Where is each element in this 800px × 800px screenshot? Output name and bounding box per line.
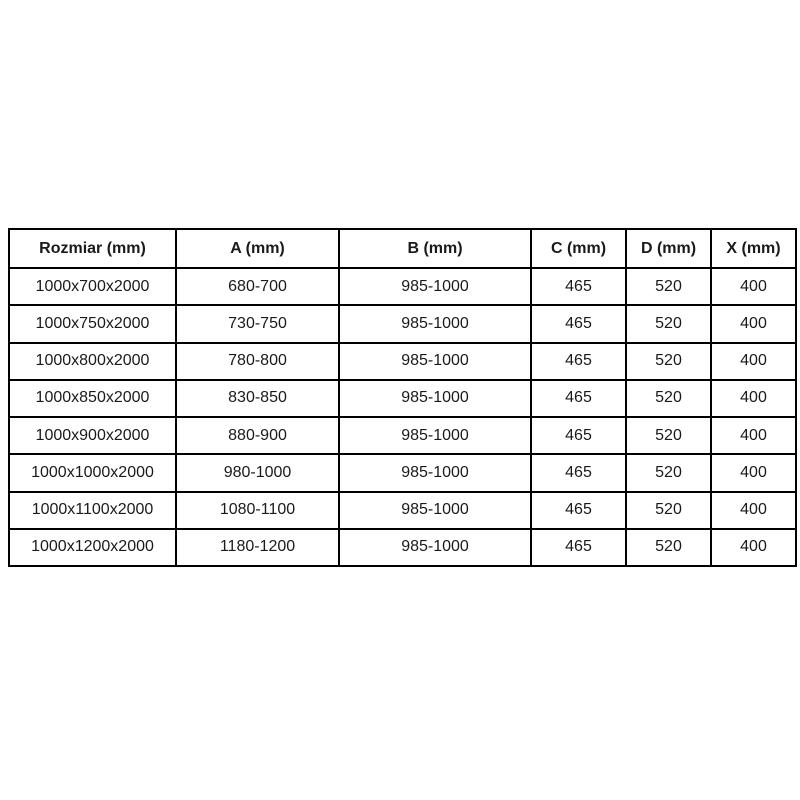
table-cell: 520 bbox=[626, 305, 711, 342]
table-cell: 400 bbox=[711, 305, 796, 342]
table-cell: 400 bbox=[711, 417, 796, 454]
table-cell: 520 bbox=[626, 417, 711, 454]
column-header-rozmiar: Rozmiar (mm) bbox=[9, 229, 176, 268]
table-cell: 985-1000 bbox=[339, 343, 531, 380]
table-cell: 520 bbox=[626, 529, 711, 566]
table-cell: 400 bbox=[711, 268, 796, 305]
column-header-d: D (mm) bbox=[626, 229, 711, 268]
table-cell: 520 bbox=[626, 380, 711, 417]
table-cell: 985-1000 bbox=[339, 305, 531, 342]
table-cell: 780-800 bbox=[176, 343, 339, 380]
table-cell: 730-750 bbox=[176, 305, 339, 342]
table-cell: 465 bbox=[531, 268, 626, 305]
table-row bbox=[9, 492, 796, 529]
table-cell: 985-1000 bbox=[339, 492, 531, 529]
table-cell: 1000x750x2000 bbox=[9, 305, 176, 342]
table-cell: 465 bbox=[531, 417, 626, 454]
table-cell: 465 bbox=[531, 454, 626, 491]
table-cell: 985-1000 bbox=[339, 417, 531, 454]
table-cell: 1180-1200 bbox=[176, 529, 339, 566]
header-row bbox=[9, 229, 796, 268]
table-cell: 980-1000 bbox=[176, 454, 339, 491]
table-cell: 985-1000 bbox=[339, 380, 531, 417]
table-cell: 520 bbox=[626, 343, 711, 380]
table-body bbox=[9, 268, 796, 566]
table-row bbox=[9, 343, 796, 380]
column-header-b: B (mm) bbox=[339, 229, 531, 268]
table-row bbox=[9, 268, 796, 305]
dimensions-table bbox=[8, 228, 797, 567]
table-cell: 465 bbox=[531, 492, 626, 529]
table-cell: 400 bbox=[711, 529, 796, 566]
table-cell: 465 bbox=[531, 305, 626, 342]
table-row bbox=[9, 454, 796, 491]
table-cell: 880-900 bbox=[176, 417, 339, 454]
column-header-a: A (mm) bbox=[176, 229, 339, 268]
column-header-c: C (mm) bbox=[531, 229, 626, 268]
table-cell: 1000x900x2000 bbox=[9, 417, 176, 454]
table-cell: 680-700 bbox=[176, 268, 339, 305]
table-cell: 400 bbox=[711, 343, 796, 380]
table-cell: 1000x1200x2000 bbox=[9, 529, 176, 566]
table-cell: 400 bbox=[711, 492, 796, 529]
table-cell: 465 bbox=[531, 343, 626, 380]
table-cell: 465 bbox=[531, 380, 626, 417]
table-cell: 520 bbox=[626, 492, 711, 529]
table-row bbox=[9, 417, 796, 454]
table-cell: 1000x700x2000 bbox=[9, 268, 176, 305]
table-cell: 985-1000 bbox=[339, 268, 531, 305]
table-cell: 1000x800x2000 bbox=[9, 343, 176, 380]
table-cell: 1000x1100x2000 bbox=[9, 492, 176, 529]
table-row bbox=[9, 529, 796, 566]
table-cell: 1000x1000x2000 bbox=[9, 454, 176, 491]
table-cell: 400 bbox=[711, 380, 796, 417]
table-cell: 1080-1100 bbox=[176, 492, 339, 529]
table-cell: 1000x850x2000 bbox=[9, 380, 176, 417]
table-cell: 985-1000 bbox=[339, 454, 531, 491]
table-cell: 520 bbox=[626, 454, 711, 491]
table-cell: 520 bbox=[626, 268, 711, 305]
column-header-x: X (mm) bbox=[711, 229, 796, 268]
table-cell: 465 bbox=[531, 529, 626, 566]
table-cell: 830-850 bbox=[176, 380, 339, 417]
table-row bbox=[9, 380, 796, 417]
table-row bbox=[9, 305, 796, 342]
table-cell: 400 bbox=[711, 454, 796, 491]
table-cell: 985-1000 bbox=[339, 529, 531, 566]
